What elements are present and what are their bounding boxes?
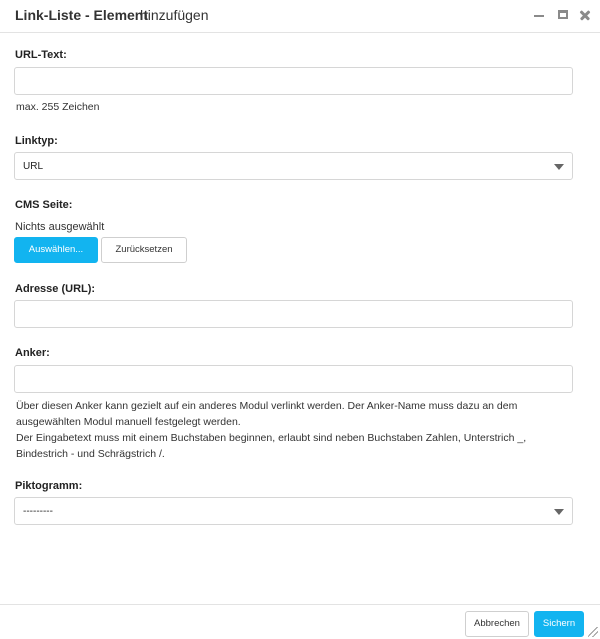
cms-seite-label: CMS Seite: xyxy=(15,199,73,211)
linktyp-select[interactable] xyxy=(14,152,573,180)
anker-help-line-2: ausgewählten Modul manuell festgelegt werden. xyxy=(16,416,241,428)
linktyp-selected-value: URL xyxy=(23,161,44,172)
url-text-label: URL-Text: xyxy=(15,49,67,61)
minimize-icon[interactable] xyxy=(531,6,547,24)
url-text-help: max. 255 Zeichen xyxy=(16,101,100,113)
adresse-input[interactable] xyxy=(14,300,573,328)
piktogramm-label: Piktogramm: xyxy=(15,480,83,492)
url-text-input[interactable] xyxy=(14,67,573,95)
resize-grip-icon[interactable] xyxy=(588,627,598,637)
cancel-button[interactable]: Abbrechen xyxy=(465,611,529,637)
piktogramm-select[interactable] xyxy=(14,497,573,525)
cms-seite-status: Nichts ausgewählt xyxy=(15,221,105,233)
anker-help-line-1: Über diesen Anker kann gezielt auf ein anderes Modul verlinkt werden. Der Anker-Name muss dazu an dem xyxy=(16,400,518,412)
chevron-down-icon xyxy=(554,164,564,170)
dialog-title: Link-Liste - Element xyxy=(15,7,149,23)
select-page-button[interactable]: Auswählen... xyxy=(14,237,98,263)
linktyp-label: Linktyp: xyxy=(15,135,58,147)
dialog-titlebar[interactable] xyxy=(0,0,600,33)
dialog-footer xyxy=(0,604,600,639)
close-icon[interactable] xyxy=(577,6,593,24)
anker-label: Anker: xyxy=(15,347,50,359)
save-button[interactable]: Sichern xyxy=(534,611,584,637)
piktogramm-selected-value: --------- xyxy=(23,506,53,517)
anker-help-line-3: Der Eingabetext muss mit einem Buchstaben beginnen, erlaubt sind neben Buchstaben Zahlen, Unterstrich _, xyxy=(16,432,527,444)
chevron-down-icon xyxy=(554,509,564,515)
reset-page-button[interactable]: Zurücksetzen xyxy=(101,237,187,263)
adresse-label: Adresse (URL): xyxy=(15,283,96,295)
anker-input[interactable] xyxy=(14,365,573,393)
maximize-icon[interactable] xyxy=(555,6,571,24)
anker-help-line-4: Bindestrich - und Schrägstrich /. xyxy=(16,448,165,460)
dialog-subtitle: hinzufügen xyxy=(140,7,209,23)
